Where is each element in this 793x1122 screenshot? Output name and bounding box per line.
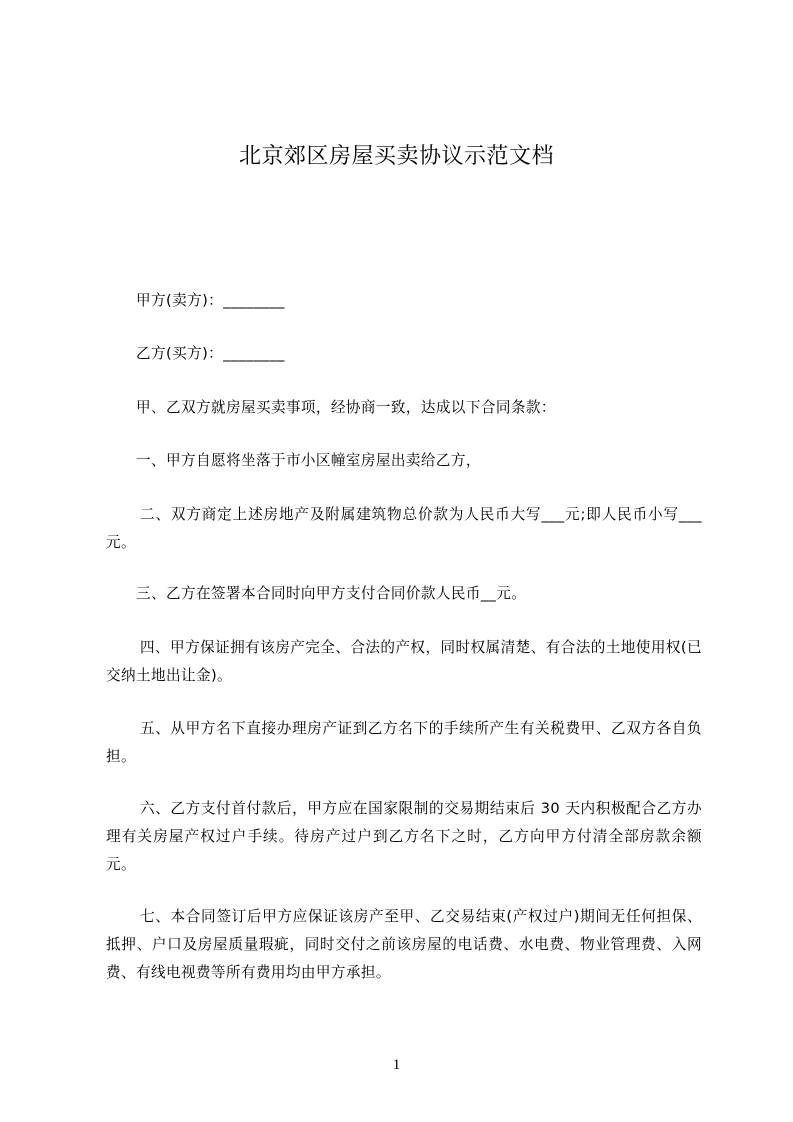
clause-7: 七、本合同签订后甲方应保证该房产至甲、乙交易结束(产权过户)期间无任何担保、抵押、户口及房屋质量瑕疵，同时交付之前该房屋的电话费、水电费、物业管理费、入网费、有线电视费等所有费用均由甲方承担。 [106,908,702,981]
party-a-line: 甲方(卖方)：________ [136,292,285,309]
clause-4: 四、甲方保证拥有该房产完全、合法的产权，同时权属清楚、有合法的土地使用权(已交纳土地出让金)。 [106,639,702,684]
intro-paragraph: 甲、乙双方就房屋买卖事项，经协商一致，达成以下合同条款： [136,399,556,416]
clause-1: 一、甲方自愿将坐落于市小区幢室房屋出卖给乙方， [136,452,481,469]
clause-2: 二、双方商定上述房地产及附属建筑物总价款为人民币大写___元;即人民币小写___元。 [106,506,702,551]
clause-5: 五、从甲方名下直接办理房产证到乙方名下的手续所产生有关税费甲、乙双方各自负担。 [106,720,702,765]
clause-3: 三、乙方在签署本合同时向甲方支付合同价款人民币__元。 [136,585,527,602]
document-title: 北京郊区房屋买卖协议示范文档 [238,144,554,169]
party-b-line: 乙方(买方)：________ [136,345,285,362]
page-number: 1 [392,1057,401,1073]
clause-6: 六、乙方支付首付款后，甲方应在国家限制的交易期结束后 30 天内积极配合乙方办理有关房屋产权过户手续。待房产过户到乙方名下之时，乙方向甲方付清全部房款余额元。 [106,800,702,873]
